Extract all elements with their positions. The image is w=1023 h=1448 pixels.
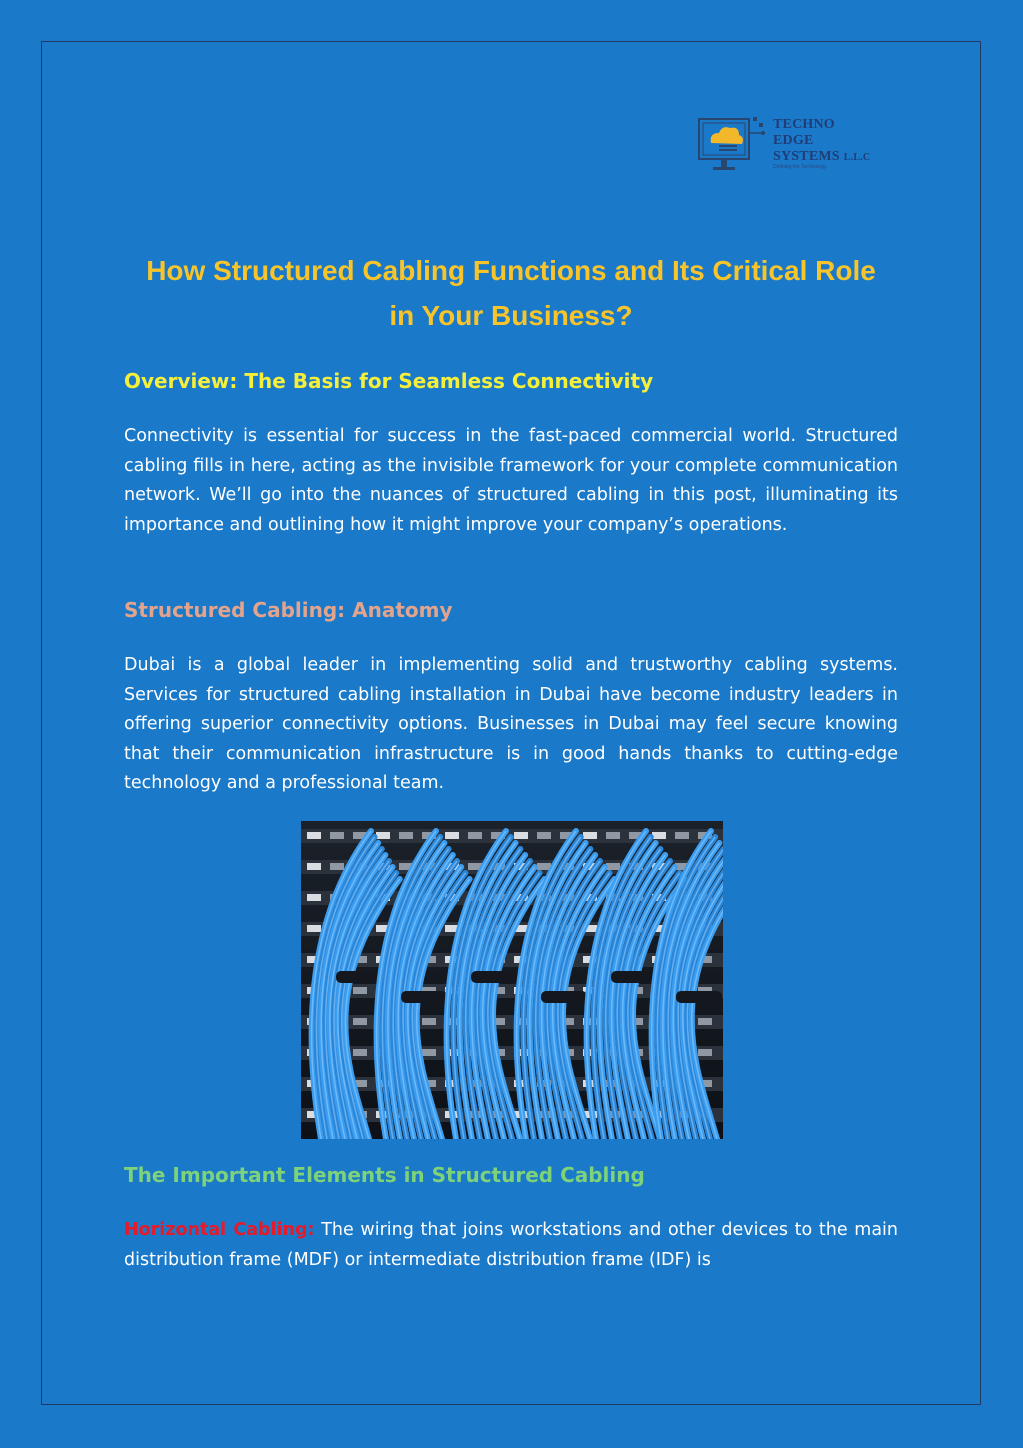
company-logo xyxy=(697,113,907,175)
cloud-computer-icon xyxy=(697,113,771,175)
logo-wordmark xyxy=(773,117,870,166)
logo-line-1: TECHNO xyxy=(773,117,835,132)
elements-heading: The Important Elements in Structured Cabling xyxy=(124,1163,645,1187)
logo-tagline: Defining the Technology xyxy=(773,164,827,170)
page-title: How Structured Cabling Functions and Its Critical Role in Your Business? xyxy=(146,255,876,331)
anatomy-heading: Structured Cabling: Anatomy xyxy=(124,598,453,622)
logo-line-3: SYSTEMS xyxy=(773,149,840,164)
horizontal-cabling-paragraph xyxy=(124,1216,898,1275)
network-cables-photo xyxy=(301,821,723,1139)
horizontal-cabling-term: Horizontal Cabling: xyxy=(124,1220,315,1240)
anatomy-paragraph: Dubai is a global leader in implementing solid and trustworthy cabling systems. Services for structured cabling installation in Dubai have become industry leaders in offering superior connectivity options. Businesses in Dubai may feel secure knowing that their communication infrastructure is in good hands thanks to cutting-edge technology and a professional team. xyxy=(124,655,898,793)
overview-heading: Overview: The Basis for Seamless Connectivity xyxy=(124,369,654,393)
horizontal-cabling-text: The wiring that joins workstations and other devices to the main distribution frame (MDF) or intermediate distribution frame (IDF) is xyxy=(124,1220,898,1270)
overview-paragraph: Connectivity is essential for success in the fast-paced commercial world. Structured cabling fills in here, acting as the invisible framework for your complete communication network. We’ll go into the nuances of structured cabling in this post, illuminating its importance and outlining how it might improve your company’s operations. xyxy=(124,426,898,535)
logo-suffix: L.L.C xyxy=(843,152,871,163)
logo-line-2: EDGE xyxy=(773,133,814,148)
